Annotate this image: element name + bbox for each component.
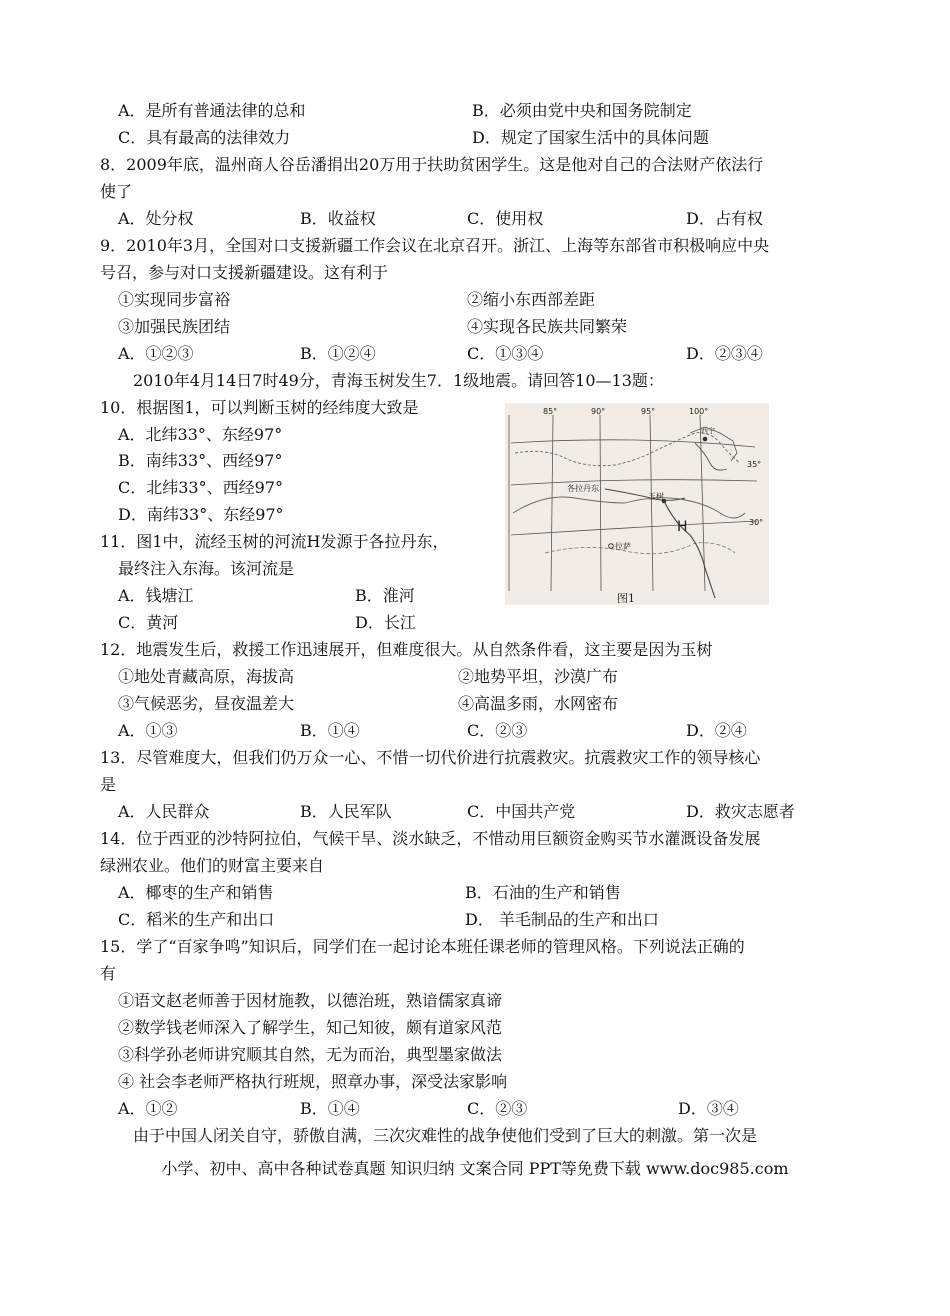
q15-stem-cont: 有 bbox=[100, 964, 117, 983]
q11-stem: 11．图1中，流经玉树的河流H发源于各拉丹东， bbox=[100, 532, 449, 551]
q12-stem: 12．地震发生后，救援工作迅速展开，但难度很大。从自然条件看，这主要是因为玉树 bbox=[100, 640, 713, 659]
q9-option-d: D．②③④ bbox=[686, 344, 763, 363]
q15-option-d: D．③④ bbox=[678, 1099, 739, 1118]
q13-option-b: B．人民军队 bbox=[300, 802, 392, 821]
q10-stem: 10．根据图1，可以判断玉树的经纬度大致是 bbox=[100, 398, 419, 417]
q9-statement-2: ②缩小东西部差距 bbox=[467, 290, 596, 309]
q15-stem: 15．学了“百家争鸣”知识后，同学们在一起讨论本班任课老师的管理风格。下列说法正确的 bbox=[100, 937, 745, 956]
passage-text: 由于中国人闭关自守，骄傲自满，三次灾难性的战争使他们受到了巨大的刺激。第一次是 bbox=[133, 1126, 758, 1145]
q15-statement-2: ②数学钱老师深入了解学生，知己知彼，颇有道家风范 bbox=[118, 1018, 503, 1037]
q11-option-b: B．淮河 bbox=[355, 586, 415, 605]
q15-option-a: A．①② bbox=[118, 1099, 178, 1118]
map-label-yushu: 玉树 bbox=[648, 492, 664, 501]
q13-option-c: C．中国共产党 bbox=[467, 802, 576, 821]
q7-option-b: B．必须由党中央和国务院制定 bbox=[472, 101, 692, 120]
q14-option-c: C．稻米的生产和出口 bbox=[118, 910, 275, 929]
q8-option-a: A．处分权 bbox=[118, 209, 194, 228]
q14-option-b: B．石油的生产和销售 bbox=[465, 883, 621, 902]
map-lon-90: 90° bbox=[591, 407, 606, 416]
q10-option-c: C．北纬33°、西经97° bbox=[118, 478, 283, 497]
q9-statement-1: ①实现同步富裕 bbox=[118, 290, 231, 309]
q9-statement-3: ③加强民族团结 bbox=[118, 317, 231, 336]
q15-option-b: B．①④ bbox=[300, 1099, 360, 1118]
map-lon-100: 100° bbox=[689, 407, 709, 416]
map-label-river-h: H bbox=[677, 519, 688, 535]
q8-stem-cont: 使了 bbox=[100, 182, 133, 201]
q15-option-c: C．②③ bbox=[467, 1099, 528, 1118]
q9-stem-cont: 号召，参与对口支援新疆建设。这有利于 bbox=[100, 263, 389, 282]
q9-stem: 9．2010年3月，全国对口支援新疆工作会议在北京召开。浙江、上海等东部省市积极响应中央 bbox=[100, 236, 770, 255]
q11-option-c: C．黄河 bbox=[118, 613, 179, 632]
map-lat-30: 30° bbox=[749, 518, 764, 527]
q11-stem-cont: 最终注入东海。该河流是 bbox=[118, 559, 295, 578]
q7-option-d: D．规定了国家生活中的具体问题 bbox=[472, 128, 709, 147]
q10-option-b: B．南纬33°、西经97° bbox=[118, 451, 283, 470]
q11-option-a: A．钱塘江 bbox=[118, 586, 194, 605]
q10-option-d: D．南纬33°、东经97° bbox=[118, 505, 284, 524]
q12-option-a: A．①③ bbox=[118, 721, 178, 740]
q14-stem: 14．位于西亚的沙特阿拉伯，气候干旱、淡水缺乏，不惜动用巨额资金购买节水灌溉设备发展 bbox=[100, 829, 761, 848]
q13-option-d: D．救灾志愿者 bbox=[686, 802, 795, 821]
q14-option-d: D． 羊毛制品的生产和出口 bbox=[465, 910, 659, 929]
map-label-lhasa: 拉萨 bbox=[615, 542, 631, 551]
q12-option-b: B．①④ bbox=[300, 721, 360, 740]
q15-statement-4: ④ 社会李老师严格执行班规，照章办事，深受法家影响 bbox=[118, 1072, 508, 1091]
page-footer: 小学、初中、高中各种试卷真题 知识归纳 文案合同 PPT等免费下载 www.doc985.com bbox=[161, 1159, 789, 1178]
q7-option-a: A．是所有普通法律的总和 bbox=[118, 101, 306, 120]
q9-option-b: B．①②④ bbox=[300, 344, 376, 363]
q12-option-c: C．②③ bbox=[467, 721, 528, 740]
q13-stem-cont: 是 bbox=[100, 775, 117, 794]
intro-10-13: 2010年4月14日7时49分，青海玉树发生7．1级地震。请回答10—13题： bbox=[133, 371, 664, 390]
q13-stem: 13．尽管难度大，但我们仍万众一心、不惜一切代价进行抗震救灾。抗震救灾工作的领导核心 bbox=[100, 748, 761, 767]
q8-option-d: D．占有权 bbox=[686, 209, 763, 228]
q9-option-a: A．①②③ bbox=[118, 344, 194, 363]
map-label-xining: 西宁 bbox=[701, 427, 715, 435]
q12-statement-3: ③气候恶劣，昼夜温差大 bbox=[118, 694, 295, 713]
q8-stem: 8．2009年底，温州商人谷岳潘捐出20万用于扶助贫困学生。这是他对自己的合法财产依法行 bbox=[100, 155, 764, 174]
map-caption: 图1 bbox=[617, 592, 635, 605]
q15-statement-1: ①语文赵老师善于因材施教，以德治班，熟谙儒家真谛 bbox=[118, 991, 503, 1010]
q9-statement-4: ④实现各民族共同繁荣 bbox=[467, 317, 628, 336]
q10-option-a: A．北纬33°、东经97° bbox=[118, 425, 283, 444]
q7-option-c: C．具有最高的法律效力 bbox=[118, 128, 291, 147]
q13-option-a: A．人民群众 bbox=[118, 802, 210, 821]
q12-statement-1: ①地处青藏高原，海拔高 bbox=[118, 667, 295, 686]
q14-stem-cont: 绿洲农业。他们的财富主要来自 bbox=[100, 856, 325, 875]
q15-statement-3: ③科学孙老师讲究顺其自然，无为而治，典型墨家做法 bbox=[118, 1045, 503, 1064]
q14-option-a: A．椰枣的生产和销售 bbox=[118, 883, 274, 902]
q9-option-c: C．①③④ bbox=[467, 344, 544, 363]
figure-1-map bbox=[505, 403, 769, 605]
map-label-geladandong: 各拉丹东 bbox=[567, 484, 599, 493]
q12-statement-2: ②地势平坦，沙漠广布 bbox=[458, 667, 619, 686]
q12-statement-4: ④高温多雨，水网密布 bbox=[458, 694, 619, 713]
q11-option-d: D．长江 bbox=[355, 613, 416, 632]
map-lon-95: 95° bbox=[641, 407, 656, 416]
map-lat-35: 35° bbox=[747, 460, 762, 469]
q8-option-c: C．使用权 bbox=[467, 209, 544, 228]
q12-option-d: D．②④ bbox=[686, 721, 747, 740]
q8-option-b: B．收益权 bbox=[300, 209, 376, 228]
map-lon-85: 85° bbox=[543, 407, 558, 416]
